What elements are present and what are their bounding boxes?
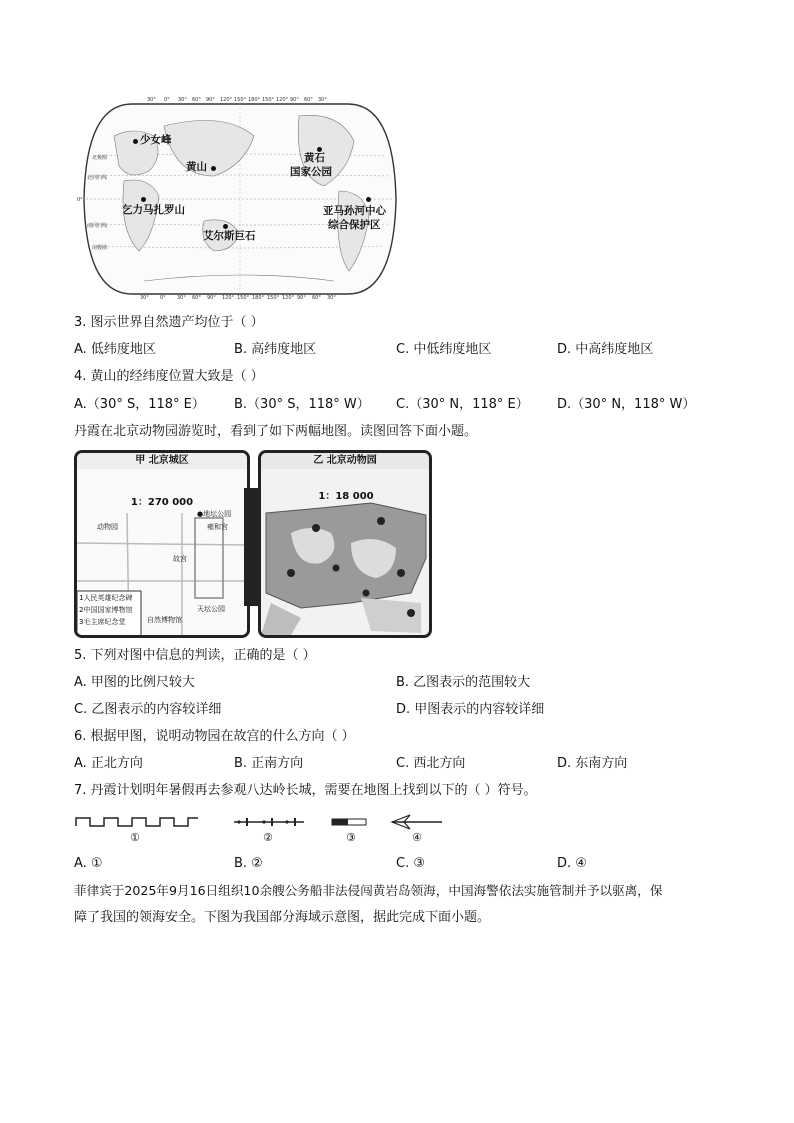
map-yi-scale: 1：18 000 xyxy=(318,491,374,502)
map-jia-panel xyxy=(74,450,250,638)
q3-option-b[interactable]: B. 高纬度地区 xyxy=(234,342,317,357)
map-tick: 30° xyxy=(177,295,186,301)
q3-option-c[interactable]: C. 中低纬度地区 xyxy=(396,342,492,357)
symbol-number-1: ① xyxy=(130,831,140,844)
latitude-label: 0° xyxy=(77,197,83,203)
q4-option-b[interactable]: B.（30° S，118° W） xyxy=(234,397,370,412)
world-map-graticule xyxy=(74,96,406,302)
map-tick: 150° xyxy=(267,295,280,301)
shaonvfeng-label: 少女峰 xyxy=(140,134,172,146)
symbol-number-2: ② xyxy=(263,831,273,844)
q5-option-b[interactable]: B. 乙图表示的范围较大 xyxy=(396,675,531,690)
map-tick: 90° xyxy=(206,97,215,103)
latitude-label: 北极圈 xyxy=(92,155,108,161)
map-tick: 150° xyxy=(234,97,247,103)
map-tick: 0° xyxy=(160,295,166,301)
map-tick: 120° xyxy=(276,97,289,103)
huangshan-marker xyxy=(211,166,216,171)
huangshan-label: 黄山 xyxy=(186,161,207,173)
map-tick: 60° xyxy=(304,97,313,103)
map-symbols xyxy=(74,810,446,850)
sea-intro-line-2: 障了我国的领海安全。下图为我国部分海域示意图，据此完成下面小题。 xyxy=(74,910,491,925)
kilimanjaro-marker xyxy=(141,197,146,202)
sea-intro-line-1: 菲律宾于2025年9月16日组织10余艘公务船非法侵闯黄岩岛领海，中国海警依法实施管制并予以驱离，保 xyxy=(74,883,663,898)
yonghegong-label: 雍和宫 xyxy=(207,523,228,531)
q5-stem: 5. 下列对图中信息的判读，正确的是（ ） xyxy=(74,648,316,663)
q7-option-c[interactable]: C. ③ xyxy=(396,856,425,871)
q4-option-d[interactable]: D.（30° N，118° W） xyxy=(557,397,696,412)
map-tick: 60° xyxy=(192,295,201,301)
ayers-rock-marker xyxy=(223,224,228,229)
symbol-number-3: ③ xyxy=(346,831,356,844)
map-tick: 30° xyxy=(178,97,187,103)
map-yi-illustration xyxy=(261,453,429,635)
map-tick: 180° xyxy=(252,295,265,301)
amazon-label: 亚马孙河中心 xyxy=(323,205,386,217)
map-tick: 30° xyxy=(147,97,156,103)
q6-stem: 6. 根据甲图，说明动物园在故宫的什么方向（ ） xyxy=(74,729,355,744)
map-tick: 90° xyxy=(207,295,216,301)
ayers-rock-label: 艾尔斯巨石 xyxy=(203,230,256,242)
map-tick: 30° xyxy=(318,97,327,103)
amazon-label-2: 综合保护区 xyxy=(328,219,381,231)
q5-option-d[interactable]: D. 甲图表示的内容较详细 xyxy=(396,702,545,717)
q6-option-b[interactable]: B. 正南方向 xyxy=(234,756,304,771)
q5-option-c[interactable]: C. 乙图表示的内容较详细 xyxy=(74,702,222,717)
legend-item-3: 3毛主席纪念堂 xyxy=(79,618,126,626)
map-tick: 90° xyxy=(297,295,306,301)
gugong-label: 故宫 xyxy=(173,555,187,563)
q5-option-a[interactable]: A. 甲图的比例尺较大 xyxy=(74,675,195,690)
museum-label: 自然博物馆 xyxy=(147,616,182,624)
map-jia-title: 甲 北京城区 xyxy=(77,453,247,469)
latitude-label: 南回归线 xyxy=(87,223,108,229)
map-tick: 120° xyxy=(222,295,235,301)
q3-stem: 3. 图示世界自然遗产均位于（ ） xyxy=(74,315,264,330)
map-tick: 60° xyxy=(312,295,321,301)
zoo-intro: 丹霞在北京动物园游览时，看到了如下两幅地图。读图回答下面小题。 xyxy=(74,424,478,439)
zoo-label: 动物园 xyxy=(97,523,118,531)
map-tick: 30° xyxy=(327,295,336,301)
q7-option-a[interactable]: A. ① xyxy=(74,856,103,871)
q7-option-d[interactable]: D. ④ xyxy=(557,856,587,871)
q3-option-d[interactable]: D. 中高纬度地区 xyxy=(557,342,654,357)
map-tick: 150° xyxy=(237,295,250,301)
map-tick: 30° xyxy=(140,295,149,301)
map-tick: 60° xyxy=(192,97,201,103)
ditan-label: ●地坛公园 xyxy=(197,510,232,518)
amazon-marker xyxy=(366,197,371,202)
q6-option-a[interactable]: A. 正北方向 xyxy=(74,756,143,771)
map-tick: 90° xyxy=(290,97,299,103)
q7-symbols-figure xyxy=(74,810,446,850)
world-map-figure xyxy=(74,96,406,302)
q6-option-c[interactable]: C. 西北方向 xyxy=(396,756,466,771)
map-tick: 120° xyxy=(220,97,233,103)
map-tick: 120° xyxy=(282,295,295,301)
map-jia-scale: 1：270 000 xyxy=(130,497,194,508)
q7-stem: 7. 丹霞计划明年暑假再去参观八达岭长城，需要在地图上找到以下的（ ）符号。 xyxy=(74,783,537,798)
map-tick: 180° xyxy=(248,97,261,103)
q4-option-c[interactable]: C.（30° N，118° E） xyxy=(396,397,529,412)
latitude-label: 南极圈 xyxy=(92,245,108,251)
q7-option-b[interactable]: B. ② xyxy=(234,856,263,871)
latitude-label: 北回归线 xyxy=(87,175,108,181)
q6-option-d[interactable]: D. 东南方向 xyxy=(557,756,628,771)
legend-item-2: 2中国国家博物馆 xyxy=(79,606,133,614)
q3-option-a[interactable]: A. 低纬度地区 xyxy=(74,342,156,357)
q4-stem: 4. 黄山的经纬度位置大致是（ ） xyxy=(74,369,264,384)
kilimanjaro-label: 乞力马扎罗山 xyxy=(122,204,185,216)
yellowstone-marker xyxy=(317,147,322,152)
symbol-number-4: ④ xyxy=(412,831,422,844)
yellowstone-label: 黄石 xyxy=(304,152,325,164)
map-yi-title: 乙 北京动物园 xyxy=(261,453,429,469)
shaonvfeng-marker xyxy=(133,139,138,144)
q4-option-a[interactable]: A.（30° S，118° E） xyxy=(74,397,205,412)
map-yi-panel xyxy=(258,450,432,638)
map-tick: 150° xyxy=(262,97,275,103)
yellowstone-label-2: 国家公园 xyxy=(290,166,332,178)
map-tick: 0° xyxy=(164,97,170,103)
legend-item-1: 1人民英雄纪念碑 xyxy=(79,594,133,602)
tiantan-label: 天坛公园 xyxy=(197,605,225,613)
